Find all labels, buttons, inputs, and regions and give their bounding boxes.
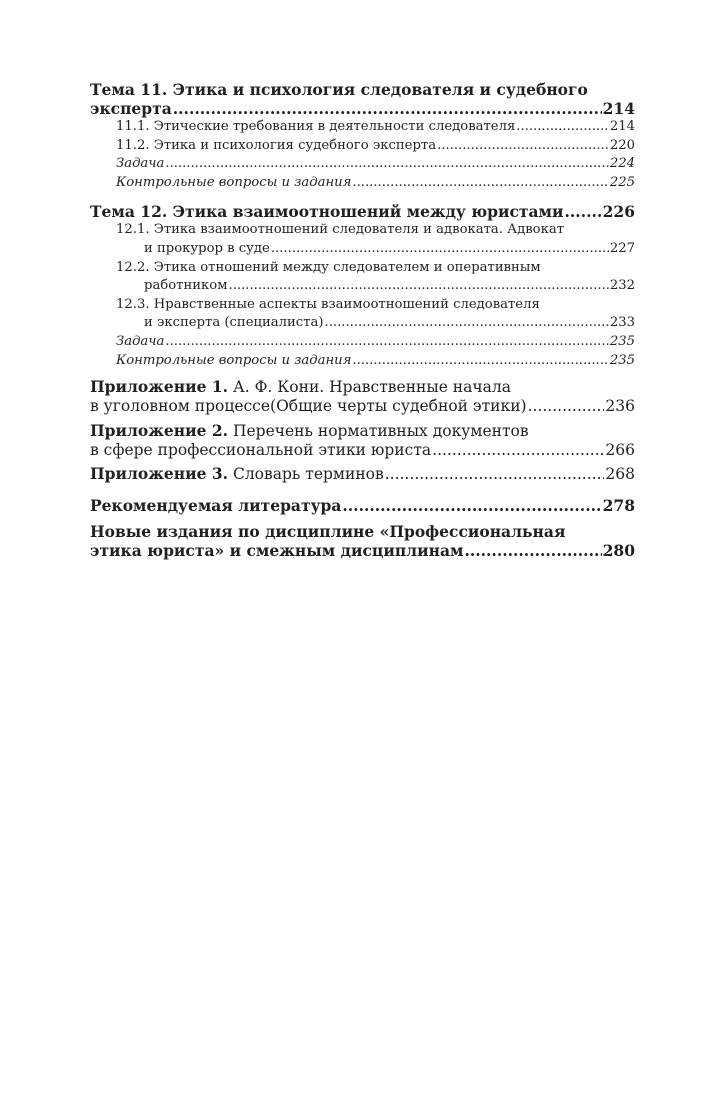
toc-topic-12[interactable] — [90, 202, 635, 221]
toc-new-editions-title-line1: Новые издания по дисциплине «Профессиональная — [90, 522, 566, 542]
toc-appendix-1-page: 236 — [605, 397, 635, 416]
toc-item-page: 227 — [609, 240, 635, 256]
toc-appendix-1-title-line1: А. Ф. Кони. Нравственные начала — [228, 378, 511, 397]
toc-item-11-1[interactable] — [90, 118, 635, 137]
toc-new-editions-page: 280 — [602, 541, 635, 561]
toc-appendix-2-page: 266 — [605, 440, 635, 459]
toc-topic-12-title: Тема 12. Этика взаимоотношений между юристами — [90, 202, 564, 222]
toc-topic-11[interactable] — [90, 80, 635, 118]
table-of-contents — [90, 80, 635, 560]
toc-item-label-line2: и эксперта (специалиста) — [144, 315, 324, 331]
toc-item-12-questions[interactable] — [90, 352, 635, 371]
leader-dots — [516, 118, 609, 137]
leader-dots — [325, 314, 609, 333]
toc-item-page: 235 — [609, 352, 635, 368]
leader-dots — [352, 174, 608, 193]
toc-item-page: 224 — [609, 156, 635, 172]
toc-appendix-2[interactable] — [90, 421, 635, 460]
toc-literature-page: 278 — [602, 496, 635, 516]
toc-topic-11-page: 214 — [602, 99, 635, 118]
toc-item-11-questions[interactable] — [90, 174, 635, 193]
leader-dots — [352, 352, 608, 371]
leader-dots — [432, 441, 604, 460]
toc-item-label: Задача — [116, 333, 165, 349]
leader-dots — [385, 465, 605, 484]
toc-literature-title: Рекомендуемая литература — [90, 496, 342, 516]
leader-dots — [437, 137, 609, 156]
toc-item-page: 233 — [609, 315, 635, 331]
toc-topic-11-line2 — [90, 99, 635, 118]
leader-dots — [229, 277, 609, 296]
toc-item-11-2[interactable] — [90, 137, 635, 156]
leader-dots — [464, 541, 601, 560]
toc-literature[interactable] — [90, 496, 635, 515]
toc-topic-11-title-line1: Тема 11. Этика и психология следователя и судебного — [90, 80, 588, 99]
leader-dots — [342, 496, 601, 515]
toc-appendix-2-title-line1: Перечень нормативных документов — [228, 421, 529, 440]
toc-new-editions[interactable] — [90, 522, 635, 560]
leader-dots — [173, 99, 602, 118]
toc-item-label-line1: 12.1. Этика взаимоотношений следователя и адвоката. Адвокат — [116, 222, 565, 238]
toc-appendix-3-prefix: Приложение 3. — [90, 463, 229, 483]
toc-item-label: Контрольные вопросы и задания — [116, 174, 352, 190]
toc-item-11-task[interactable] — [90, 155, 635, 174]
toc-topic-11-title-line2: эксперта — [90, 99, 172, 118]
leader-dots — [165, 155, 608, 174]
leader-dots — [271, 240, 609, 259]
toc-item-12-3[interactable] — [90, 296, 635, 333]
toc-appendix-2-title-line2: в сфере профессиональной этики юриста — [90, 440, 432, 459]
toc-appendix-2-prefix: Приложение 2. — [90, 420, 229, 440]
toc-item-page: 220 — [609, 137, 635, 153]
toc-appendix-3-page: 268 — [605, 464, 635, 483]
toc-topic-12-page: 226 — [602, 202, 635, 222]
toc-item-label-line1: 12.2. Этика отношений между следователем и оперативным — [116, 259, 541, 275]
toc-appendix-1[interactable] — [90, 377, 635, 416]
toc-item-page: 214 — [609, 119, 635, 134]
toc-appendix-1-title-line2: в уголовном процессе(Общие черты судебной этики) — [90, 397, 527, 416]
toc-appendix-1-prefix: Приложение 1. — [90, 377, 229, 397]
toc-item-label: 11.1. Этические требования в деятельности следователя — [116, 119, 516, 134]
toc-item-label: 11.2. Этика и психология судебного эксперта — [116, 137, 437, 153]
toc-item-page: 232 — [609, 278, 635, 294]
toc-item-page: 225 — [609, 174, 635, 190]
toc-new-editions-title-line2: этика юриста» и смежным дисциплинам — [90, 541, 464, 561]
leader-dots — [528, 397, 605, 416]
leader-dots — [565, 202, 602, 221]
toc-item-12-1[interactable] — [90, 221, 635, 258]
toc-item-label-line2: и прокурор в суде — [144, 240, 270, 256]
toc-item-label-line1: 12.3. Нравственные аспекты взаимоотношений следователя — [116, 296, 540, 312]
toc-appendix-3-title: Словарь терминов — [228, 464, 384, 483]
toc-item-12-2[interactable] — [90, 259, 635, 296]
toc-item-page: 235 — [609, 333, 635, 349]
toc-item-label: Задача — [116, 156, 165, 172]
toc-item-12-task[interactable] — [90, 333, 635, 352]
toc-item-label: Контрольные вопросы и задания — [116, 352, 352, 368]
toc-appendix-3[interactable] — [90, 464, 635, 484]
leader-dots — [165, 333, 608, 352]
toc-item-label-line2: работником — [144, 278, 228, 294]
